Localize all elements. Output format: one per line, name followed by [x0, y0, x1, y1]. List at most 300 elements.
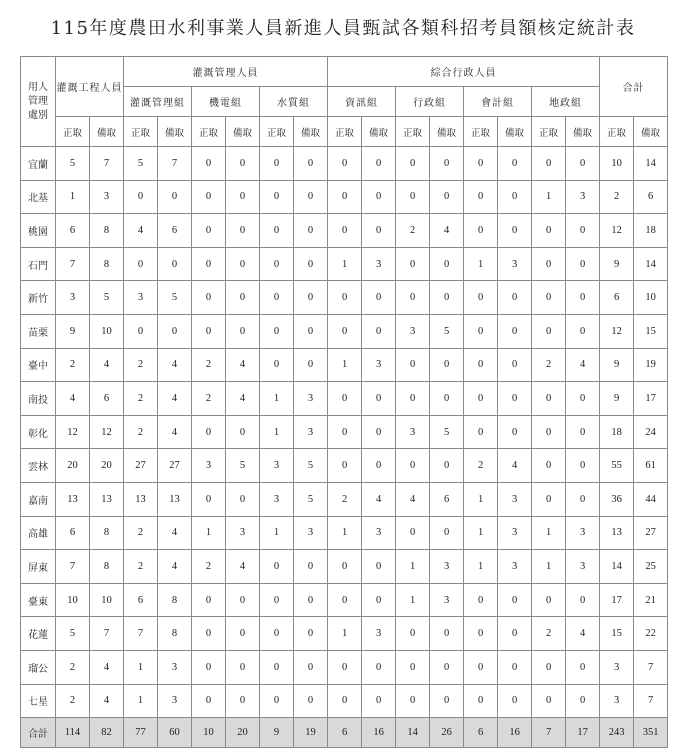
- table-cell: 0: [396, 617, 430, 651]
- region-name: 嘉南: [21, 482, 56, 516]
- table-row: [21, 247, 668, 281]
- table-cell: 0: [396, 147, 430, 181]
- table-cell: 7: [56, 550, 90, 584]
- table-cell: 0: [294, 684, 328, 718]
- table-cell: 3: [362, 617, 396, 651]
- table-cell: 0: [362, 214, 396, 248]
- table-cell: 1: [124, 684, 158, 718]
- table-cell: 0: [362, 449, 396, 483]
- table-cell: 0: [328, 583, 362, 617]
- table-cell: 0: [294, 348, 328, 382]
- table-cell: 0: [566, 684, 600, 718]
- table-cell: 0: [294, 617, 328, 651]
- table-cell: 1: [328, 348, 362, 382]
- table-cell: 4: [566, 348, 600, 382]
- table-cell: 0: [566, 147, 600, 181]
- table-cell: 3: [158, 684, 192, 718]
- table-cell: 0: [226, 180, 260, 214]
- table-cell: 243: [600, 718, 634, 748]
- table-cell: 0: [566, 650, 600, 684]
- table-cell: 13: [90, 482, 124, 516]
- column-header-regular: 正取: [124, 117, 158, 147]
- table-cell: 18: [634, 214, 668, 248]
- table-row: [21, 449, 668, 483]
- region-name: 瑠公: [21, 650, 56, 684]
- region-name: 臺東: [21, 583, 56, 617]
- table-cell: 1: [464, 516, 498, 550]
- table-cell: 6: [464, 718, 498, 748]
- table-cell: 2: [532, 617, 566, 651]
- table-cell: 3: [566, 516, 600, 550]
- table-cell: 0: [328, 550, 362, 584]
- table-cell: 5: [90, 281, 124, 315]
- table-cell: 0: [124, 247, 158, 281]
- table-cell: 0: [260, 617, 294, 651]
- table-cell: 0: [226, 415, 260, 449]
- table-cell: 0: [294, 247, 328, 281]
- table-cell: 4: [498, 449, 532, 483]
- column-header-reserve: 備取: [226, 117, 260, 147]
- table-cell: 2: [396, 214, 430, 248]
- table-cell: 20: [56, 449, 90, 483]
- table-cell: 27: [158, 449, 192, 483]
- table-cell: 3: [124, 281, 158, 315]
- table-cell: 0: [362, 583, 396, 617]
- table-cell: 3: [158, 650, 192, 684]
- region-name: 南投: [21, 382, 56, 416]
- table-cell: 0: [566, 415, 600, 449]
- table-cell: 6: [328, 718, 362, 748]
- table-cell: 6: [124, 583, 158, 617]
- table-cell: 7: [158, 147, 192, 181]
- table-cell: 20: [90, 449, 124, 483]
- table-cell: 8: [158, 617, 192, 651]
- table-cell: 15: [634, 314, 668, 348]
- table-cell: 0: [396, 449, 430, 483]
- table-row: [21, 214, 668, 248]
- table-cell: 8: [158, 583, 192, 617]
- table-cell: 2: [124, 348, 158, 382]
- table-cell: 114: [56, 718, 90, 748]
- table-cell: 0: [464, 281, 498, 315]
- table-cell: 0: [532, 684, 566, 718]
- table-cell: 0: [498, 147, 532, 181]
- column-header-regular: 正取: [396, 117, 430, 147]
- table-cell: 0: [566, 214, 600, 248]
- table-cell: 0: [294, 314, 328, 348]
- table-cell: 4: [158, 415, 192, 449]
- table-cell: 0: [328, 147, 362, 181]
- table-cell: 4: [90, 348, 124, 382]
- table-cell: 0: [566, 247, 600, 281]
- table-cell: 6: [56, 214, 90, 248]
- table-cell: 5: [124, 147, 158, 181]
- table-cell: 0: [566, 281, 600, 315]
- table-row: [21, 415, 668, 449]
- region-name: 屏東: [21, 550, 56, 584]
- table-cell: 0: [294, 650, 328, 684]
- table-cell: 0: [464, 180, 498, 214]
- table-cell: 0: [430, 449, 464, 483]
- table-cell: 1: [260, 516, 294, 550]
- table-cell: 2: [124, 516, 158, 550]
- table-cell: 0: [328, 180, 362, 214]
- table-row: [21, 180, 668, 214]
- table-cell: 0: [498, 415, 532, 449]
- table-cell: 14: [396, 718, 430, 748]
- table-cell: 0: [362, 550, 396, 584]
- table-row: [21, 650, 668, 684]
- table-cell: 4: [226, 382, 260, 416]
- table-cell: 0: [464, 684, 498, 718]
- table-cell: 0: [260, 684, 294, 718]
- table-cell: 1: [532, 516, 566, 550]
- table-cell: 25: [634, 550, 668, 584]
- table-cell: 0: [498, 180, 532, 214]
- column-header-regular: 正取: [600, 117, 634, 147]
- table-cell: 12: [90, 415, 124, 449]
- table-cell: 0: [260, 180, 294, 214]
- table-cell: 0: [192, 482, 226, 516]
- group-total: 合計: [600, 57, 668, 117]
- table-cell: 82: [90, 718, 124, 748]
- recruitment-quota-table: [20, 56, 668, 748]
- table-cell: 0: [362, 180, 396, 214]
- column-header-reserve: 備取: [294, 117, 328, 147]
- region-name: 北基: [21, 180, 56, 214]
- table-cell: 1: [396, 550, 430, 584]
- subgroup-information: 資訊組: [328, 87, 396, 117]
- table-cell: 0: [532, 247, 566, 281]
- table-cell: 13: [600, 516, 634, 550]
- table-cell: 3: [498, 482, 532, 516]
- table-cell: 0: [226, 281, 260, 315]
- table-cell: 2: [532, 348, 566, 382]
- table-cell: 3: [294, 415, 328, 449]
- table-cell: 0: [260, 281, 294, 315]
- table-cell: 0: [430, 147, 464, 181]
- group-irrigation-management: 灌溉管理人員: [124, 57, 328, 87]
- column-header-regular: 正取: [56, 117, 90, 147]
- table-row: [21, 314, 668, 348]
- table-cell: 4: [158, 516, 192, 550]
- region-name: 宜蘭: [21, 147, 56, 181]
- table-cell: 1: [532, 180, 566, 214]
- table-cell: 0: [260, 147, 294, 181]
- table-cell: 7: [634, 650, 668, 684]
- table-cell: 2: [192, 348, 226, 382]
- table-cell: 0: [396, 650, 430, 684]
- table-cell: 0: [430, 617, 464, 651]
- table-cell: 5: [430, 415, 464, 449]
- table-cell: 2: [56, 684, 90, 718]
- region-name: 花蓮: [21, 617, 56, 651]
- table-row: [21, 550, 668, 584]
- table-cell: 0: [158, 247, 192, 281]
- table-cell: 61: [634, 449, 668, 483]
- table-cell: 0: [566, 449, 600, 483]
- table-cell: 0: [430, 281, 464, 315]
- table-cell: 0: [430, 180, 464, 214]
- table-cell: 3: [362, 348, 396, 382]
- table-cell: 0: [294, 147, 328, 181]
- table-cell: 9: [260, 718, 294, 748]
- table-cell: 0: [498, 281, 532, 315]
- table-cell: 3: [362, 247, 396, 281]
- region-name: 七星: [21, 684, 56, 718]
- table-cell: 3: [192, 449, 226, 483]
- table-cell: 0: [362, 382, 396, 416]
- table-cell: 4: [158, 550, 192, 584]
- table-cell: 0: [260, 247, 294, 281]
- table-cell: 2: [192, 382, 226, 416]
- table-cell: 0: [396, 382, 430, 416]
- table-cell: 1: [464, 247, 498, 281]
- region-name: 高雄: [21, 516, 56, 550]
- table-cell: 16: [498, 718, 532, 748]
- region-name: 臺中: [21, 348, 56, 382]
- table-cell: 0: [464, 650, 498, 684]
- table-row: [21, 348, 668, 382]
- table-cell: 0: [430, 516, 464, 550]
- table-cell: 0: [294, 550, 328, 584]
- table-cell: 0: [532, 147, 566, 181]
- table-row: [21, 482, 668, 516]
- table-cell: 24: [634, 415, 668, 449]
- table-cell: 5: [294, 482, 328, 516]
- column-header-regular: 正取: [532, 117, 566, 147]
- table-cell: 4: [566, 617, 600, 651]
- table-row: [21, 583, 668, 617]
- column-header-regular: 正取: [260, 117, 294, 147]
- table-cell: 0: [124, 314, 158, 348]
- table-cell: 0: [498, 583, 532, 617]
- table-cell: 0: [396, 180, 430, 214]
- table-cell: 0: [532, 482, 566, 516]
- table-cell: 4: [124, 214, 158, 248]
- table-cell: 3: [498, 247, 532, 281]
- table-cell: 0: [328, 281, 362, 315]
- table-cell: 6: [430, 482, 464, 516]
- table-cell: 2: [124, 550, 158, 584]
- group-irrigation-engineer: 灌溉工程人員: [56, 57, 124, 117]
- table-cell: 8: [90, 550, 124, 584]
- table-cell: 0: [226, 147, 260, 181]
- table-cell: 1: [464, 482, 498, 516]
- table-cell: 0: [328, 684, 362, 718]
- table-cell: 1: [532, 550, 566, 584]
- table-cell: 2: [328, 482, 362, 516]
- table-cell: 6: [600, 281, 634, 315]
- table-cell: 0: [498, 314, 532, 348]
- column-header-reserve: 備取: [634, 117, 668, 147]
- table-row: [21, 281, 668, 315]
- column-header-reserve: 備取: [362, 117, 396, 147]
- table-cell: 0: [226, 650, 260, 684]
- table-cell: 0: [294, 583, 328, 617]
- table-cell: 4: [396, 482, 430, 516]
- table-cell: 0: [464, 617, 498, 651]
- table-cell: 4: [430, 214, 464, 248]
- table-cell: 0: [192, 180, 226, 214]
- column-header-reserve: 備取: [566, 117, 600, 147]
- table-cell: 3: [260, 482, 294, 516]
- table-cell: 1: [124, 650, 158, 684]
- subgroup-accounting: 會計組: [464, 87, 532, 117]
- subgroup-irrigation-mgmt: 灌溉管理組: [124, 87, 192, 117]
- table-cell: 3: [396, 415, 430, 449]
- table-cell: 0: [192, 281, 226, 315]
- table-cell: 5: [158, 281, 192, 315]
- table-cell: 0: [430, 348, 464, 382]
- table-cell: 5: [294, 449, 328, 483]
- table-cell: 0: [566, 382, 600, 416]
- page-title: 115年度農田水利事業人員新進人員甄試各類科招考員額核定統計表: [50, 18, 636, 39]
- table-cell: 3: [56, 281, 90, 315]
- table-cell: 0: [362, 281, 396, 315]
- table-cell: 18: [600, 415, 634, 449]
- table-cell: 0: [328, 415, 362, 449]
- table-cell: 77: [124, 718, 158, 748]
- table-cell: 20: [226, 718, 260, 748]
- table-cell: 7: [124, 617, 158, 651]
- table-cell: 0: [396, 281, 430, 315]
- table-cell: 3: [566, 180, 600, 214]
- table-cell: 0: [566, 314, 600, 348]
- table-cell: 0: [294, 281, 328, 315]
- table-cell: 2: [600, 180, 634, 214]
- table-cell: 4: [158, 382, 192, 416]
- table-cell: 0: [192, 650, 226, 684]
- table-cell: 0: [226, 583, 260, 617]
- table-cell: 0: [464, 314, 498, 348]
- table-cell: 3: [566, 550, 600, 584]
- table-cell: 1: [464, 550, 498, 584]
- region-name: 苗栗: [21, 314, 56, 348]
- table-cell: 9: [600, 247, 634, 281]
- table-cell: 1: [396, 583, 430, 617]
- table-cell: 22: [634, 617, 668, 651]
- table-cell: 2: [124, 382, 158, 416]
- table-cell: 13: [56, 482, 90, 516]
- table-cell: 0: [396, 247, 430, 281]
- table-cell: 0: [226, 247, 260, 281]
- table-cell: 0: [328, 650, 362, 684]
- table-cell: 16: [362, 718, 396, 748]
- table-cell: 1: [328, 516, 362, 550]
- table-cell: 0: [464, 415, 498, 449]
- table-cell: 1: [260, 382, 294, 416]
- table-cell: 7: [90, 147, 124, 181]
- table-cell: 0: [498, 617, 532, 651]
- table-cell: 0: [532, 314, 566, 348]
- subgroup-electromechanical: 機電組: [192, 87, 260, 117]
- table-row: [21, 516, 668, 550]
- table-cell: 3: [294, 382, 328, 416]
- table-cell: 8: [90, 247, 124, 281]
- table-cell: 0: [192, 617, 226, 651]
- table-row: [21, 617, 668, 651]
- table-cell: 5: [430, 314, 464, 348]
- table-cell: 0: [226, 314, 260, 348]
- table-cell: 36: [600, 482, 634, 516]
- table-cell: 0: [430, 684, 464, 718]
- table-cell: 0: [192, 415, 226, 449]
- table-cell: 5: [226, 449, 260, 483]
- table-cell: 0: [498, 382, 532, 416]
- region-name: 新竹: [21, 281, 56, 315]
- table-cell: 6: [56, 516, 90, 550]
- table-cell: 0: [226, 214, 260, 248]
- table-cell: 27: [634, 516, 668, 550]
- table-cell: 17: [566, 718, 600, 748]
- total-label: 合計: [21, 718, 56, 748]
- table-cell: 0: [328, 449, 362, 483]
- table-cell: 0: [226, 684, 260, 718]
- table-cell: 3: [396, 314, 430, 348]
- table-cell: 0: [260, 550, 294, 584]
- table-cell: 1: [192, 516, 226, 550]
- table-cell: 1: [328, 247, 362, 281]
- table-cell: 17: [634, 382, 668, 416]
- table-cell: 8: [90, 516, 124, 550]
- table-cell: 0: [192, 684, 226, 718]
- table-cell: 0: [464, 348, 498, 382]
- table-cell: 0: [328, 382, 362, 416]
- table-cell: 0: [362, 650, 396, 684]
- table-cell: 0: [430, 382, 464, 416]
- table-cell: 0: [396, 684, 430, 718]
- table-cell: 2: [56, 348, 90, 382]
- table-cell: 6: [634, 180, 668, 214]
- table-cell: 0: [260, 314, 294, 348]
- table-cell: 0: [498, 650, 532, 684]
- table-cell: 17: [600, 583, 634, 617]
- table-cell: 7: [90, 617, 124, 651]
- table-cell: 5: [56, 147, 90, 181]
- region-name: 石門: [21, 247, 56, 281]
- table-cell: 9: [600, 382, 634, 416]
- table-cell: 0: [260, 348, 294, 382]
- table-cell: 0: [362, 684, 396, 718]
- table-cell: 0: [464, 147, 498, 181]
- table-cell: 0: [158, 180, 192, 214]
- table-cell: 0: [566, 583, 600, 617]
- corner-header: 用人管理處別: [21, 57, 56, 147]
- table-cell: 0: [498, 214, 532, 248]
- table-cell: 2: [192, 550, 226, 584]
- table-cell: 3: [600, 650, 634, 684]
- table-cell: 0: [294, 214, 328, 248]
- table-cell: 7: [532, 718, 566, 748]
- table-cell: 0: [362, 314, 396, 348]
- table-cell: 10: [56, 583, 90, 617]
- table-cell: 2: [56, 650, 90, 684]
- table-cell: 8: [90, 214, 124, 248]
- table-cell: 13: [158, 482, 192, 516]
- total-row: [21, 718, 668, 748]
- table-cell: 10: [192, 718, 226, 748]
- table-cell: 2: [124, 415, 158, 449]
- table-cell: 0: [124, 180, 158, 214]
- table-cell: 3: [226, 516, 260, 550]
- table-row: [21, 147, 668, 181]
- table-cell: 14: [634, 147, 668, 181]
- table-cell: 9: [600, 348, 634, 382]
- table-cell: 0: [158, 314, 192, 348]
- table-cell: 0: [532, 415, 566, 449]
- table-cell: 3: [362, 516, 396, 550]
